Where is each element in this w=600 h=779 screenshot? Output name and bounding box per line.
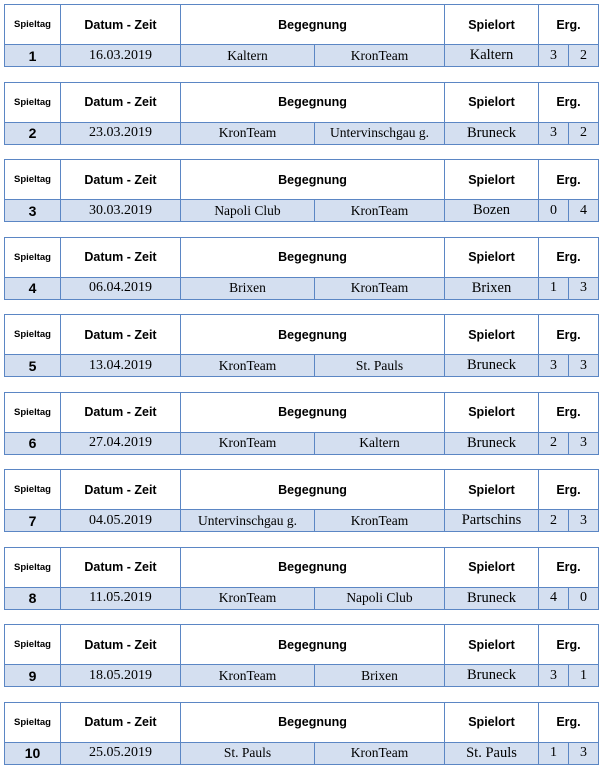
header-datum: Datum - Zeit	[61, 470, 181, 510]
match-block	[4, 314, 598, 387]
header-row	[5, 82, 599, 122]
header-ergebnis: Erg.	[539, 160, 599, 200]
header-spieltag: Spieltag	[5, 547, 61, 587]
away-score: 3	[569, 355, 599, 377]
away-team: Untervinschgau g.	[315, 122, 445, 144]
header-ergebnis: Erg.	[539, 547, 599, 587]
away-score: 3	[569, 742, 599, 764]
header-spieltag: Spieltag	[5, 470, 61, 510]
header-row	[5, 237, 599, 277]
match-table	[4, 4, 599, 67]
spieltag-number: 4	[5, 277, 61, 299]
home-team: KronTeam	[181, 665, 315, 687]
venue: Bruneck	[445, 355, 539, 377]
venue: Bruneck	[445, 587, 539, 609]
spieltag-number: 1	[5, 45, 61, 67]
away-score: 1	[569, 665, 599, 687]
spieltag-number: 8	[5, 587, 61, 609]
match-row	[5, 200, 599, 222]
away-score: 0	[569, 587, 599, 609]
header-row	[5, 160, 599, 200]
match-row	[5, 665, 599, 687]
match-table	[4, 392, 599, 455]
match-date: 11.05.2019	[61, 587, 181, 609]
header-datum: Datum - Zeit	[61, 315, 181, 355]
away-score: 3	[569, 432, 599, 454]
header-row	[5, 702, 599, 742]
home-team: Brixen	[181, 277, 315, 299]
header-ergebnis: Erg.	[539, 5, 599, 45]
away-team: KronTeam	[315, 277, 445, 299]
match-table	[4, 82, 599, 145]
header-spielort: Spielort	[445, 237, 539, 277]
header-begegnung: Begegnung	[181, 470, 445, 510]
match-table	[4, 237, 599, 300]
match-block	[4, 4, 598, 77]
away-score: 3	[569, 510, 599, 532]
away-team: Brixen	[315, 665, 445, 687]
spieltag-number: 6	[5, 432, 61, 454]
away-team: KronTeam	[315, 200, 445, 222]
header-begegnung: Begegnung	[181, 5, 445, 45]
match-block	[4, 547, 598, 620]
venue: Kaltern	[445, 45, 539, 67]
home-team: KronTeam	[181, 122, 315, 144]
venue: Partschins	[445, 510, 539, 532]
header-begegnung: Begegnung	[181, 392, 445, 432]
match-block	[4, 237, 598, 310]
match-block	[4, 624, 598, 697]
header-spieltag: Spieltag	[5, 702, 61, 742]
header-spielort: Spielort	[445, 160, 539, 200]
home-score: 1	[539, 277, 569, 299]
header-begegnung: Begegnung	[181, 82, 445, 122]
header-datum: Datum - Zeit	[61, 625, 181, 665]
match-date: 04.05.2019	[61, 510, 181, 532]
venue: Bruneck	[445, 432, 539, 454]
match-block	[4, 702, 598, 775]
header-ergebnis: Erg.	[539, 82, 599, 122]
match-block	[4, 82, 598, 155]
venue: Brixen	[445, 277, 539, 299]
home-team: KronTeam	[181, 432, 315, 454]
home-score: 3	[539, 45, 569, 67]
header-row	[5, 547, 599, 587]
spieltag-number: 7	[5, 510, 61, 532]
away-team: St. Pauls	[315, 355, 445, 377]
header-begegnung: Begegnung	[181, 315, 445, 355]
match-date: 25.05.2019	[61, 742, 181, 764]
header-spielort: Spielort	[445, 315, 539, 355]
home-score: 4	[539, 587, 569, 609]
header-datum: Datum - Zeit	[61, 82, 181, 122]
away-score: 2	[569, 122, 599, 144]
venue: Bozen	[445, 200, 539, 222]
match-date: 06.04.2019	[61, 277, 181, 299]
header-row	[5, 392, 599, 432]
header-spielort: Spielort	[445, 470, 539, 510]
header-datum: Datum - Zeit	[61, 392, 181, 432]
home-team: St. Pauls	[181, 742, 315, 764]
venue: St. Pauls	[445, 742, 539, 764]
home-score: 2	[539, 510, 569, 532]
header-begegnung: Begegnung	[181, 702, 445, 742]
match-table	[4, 702, 599, 765]
match-table	[4, 314, 599, 377]
match-date: 13.04.2019	[61, 355, 181, 377]
venue: Bruneck	[445, 665, 539, 687]
header-spieltag: Spieltag	[5, 237, 61, 277]
header-row	[5, 625, 599, 665]
header-spielort: Spielort	[445, 82, 539, 122]
match-date: 16.03.2019	[61, 45, 181, 67]
home-team: Napoli Club	[181, 200, 315, 222]
match-row	[5, 122, 599, 144]
venue: Bruneck	[445, 122, 539, 144]
header-spielort: Spielort	[445, 547, 539, 587]
spieltag-number: 9	[5, 665, 61, 687]
header-datum: Datum - Zeit	[61, 237, 181, 277]
header-ergebnis: Erg.	[539, 315, 599, 355]
header-row	[5, 5, 599, 45]
home-team: KronTeam	[181, 587, 315, 609]
match-row	[5, 587, 599, 609]
header-ergebnis: Erg.	[539, 470, 599, 510]
match-row	[5, 432, 599, 454]
away-team: KronTeam	[315, 510, 445, 532]
away-team: Kaltern	[315, 432, 445, 454]
match-date: 18.05.2019	[61, 665, 181, 687]
home-score: 3	[539, 355, 569, 377]
header-begegnung: Begegnung	[181, 160, 445, 200]
match-date: 23.03.2019	[61, 122, 181, 144]
away-score: 3	[569, 277, 599, 299]
home-score: 2	[539, 432, 569, 454]
away-score: 2	[569, 45, 599, 67]
home-score: 0	[539, 200, 569, 222]
header-spieltag: Spieltag	[5, 625, 61, 665]
match-table	[4, 159, 599, 222]
header-spielort: Spielort	[445, 625, 539, 665]
spieltag-number: 3	[5, 200, 61, 222]
match-date: 30.03.2019	[61, 200, 181, 222]
match-block	[4, 469, 598, 542]
spieltag-number: 5	[5, 355, 61, 377]
header-spieltag: Spieltag	[5, 5, 61, 45]
match-row	[5, 510, 599, 532]
header-spieltag: Spieltag	[5, 315, 61, 355]
match-block	[4, 392, 598, 465]
match-row	[5, 277, 599, 299]
home-score: 1	[539, 742, 569, 764]
home-team: KronTeam	[181, 355, 315, 377]
header-row	[5, 470, 599, 510]
home-team: Untervinschgau g.	[181, 510, 315, 532]
match-table	[4, 547, 599, 610]
match-table	[4, 624, 599, 687]
header-datum: Datum - Zeit	[61, 160, 181, 200]
header-spieltag: Spieltag	[5, 392, 61, 432]
header-ergebnis: Erg.	[539, 237, 599, 277]
match-block	[4, 159, 598, 232]
home-team: Kaltern	[181, 45, 315, 67]
header-begegnung: Begegnung	[181, 625, 445, 665]
header-spielort: Spielort	[445, 702, 539, 742]
header-begegnung: Begegnung	[181, 547, 445, 587]
header-datum: Datum - Zeit	[61, 547, 181, 587]
match-row	[5, 355, 599, 377]
header-begegnung: Begegnung	[181, 237, 445, 277]
away-score: 4	[569, 200, 599, 222]
away-team: KronTeam	[315, 45, 445, 67]
away-team: Napoli Club	[315, 587, 445, 609]
away-team: KronTeam	[315, 742, 445, 764]
header-ergebnis: Erg.	[539, 392, 599, 432]
spieltag-number: 2	[5, 122, 61, 144]
header-datum: Datum - Zeit	[61, 5, 181, 45]
header-ergebnis: Erg.	[539, 625, 599, 665]
header-spieltag: Spieltag	[5, 160, 61, 200]
header-spieltag: Spieltag	[5, 82, 61, 122]
schedule	[4, 4, 598, 779]
header-datum: Datum - Zeit	[61, 702, 181, 742]
home-score: 3	[539, 665, 569, 687]
match-table	[4, 469, 599, 532]
match-date: 27.04.2019	[61, 432, 181, 454]
header-spielort: Spielort	[445, 5, 539, 45]
header-spielort: Spielort	[445, 392, 539, 432]
match-row	[5, 45, 599, 67]
spieltag-number: 10	[5, 742, 61, 764]
match-row	[5, 742, 599, 764]
header-ergebnis: Erg.	[539, 702, 599, 742]
home-score: 3	[539, 122, 569, 144]
header-row	[5, 315, 599, 355]
